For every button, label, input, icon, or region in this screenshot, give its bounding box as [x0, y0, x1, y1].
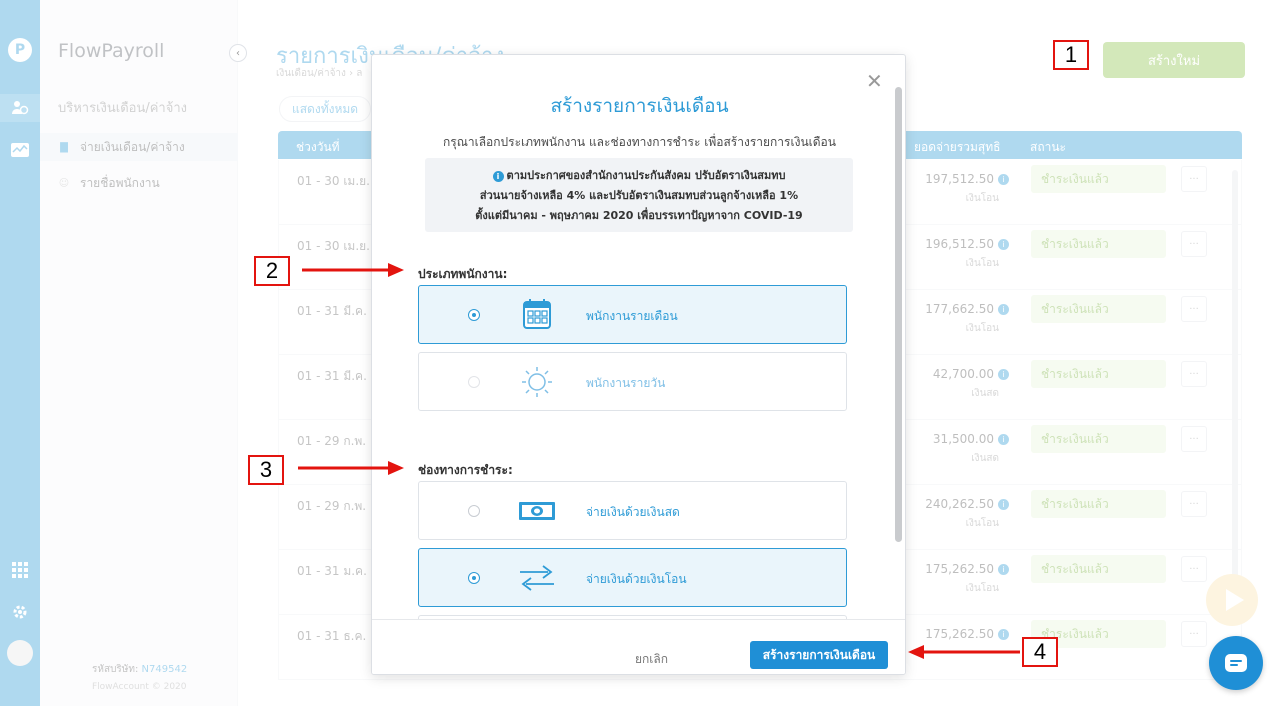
sso-notice — [425, 158, 853, 232]
modal-scrollbar[interactable] — [895, 87, 902, 542]
transfer-icon — [517, 559, 557, 597]
chat-button[interactable] — [1209, 636, 1263, 690]
annotation-2: 2 — [254, 256, 290, 286]
annotation-arrow-4 — [906, 642, 1022, 662]
radio-transfer[interactable] — [468, 572, 480, 584]
option-label: พนักงานรายเดือน — [586, 309, 678, 323]
radio-monthly[interactable] — [468, 309, 480, 321]
option-label: จ่ายเงินด้วยเงินสด — [586, 505, 680, 519]
modal-footer — [372, 619, 906, 675]
cancel-button[interactable]: ยกเลิก — [635, 652, 669, 666]
option-cash-payment[interactable] — [418, 481, 847, 540]
cash-icon — [517, 492, 557, 530]
annotation-1: 1 — [1053, 40, 1089, 70]
annotation-arrow-2 — [300, 260, 406, 280]
option-monthly-employee[interactable] — [418, 285, 847, 344]
annotation-4: 4 — [1022, 637, 1058, 667]
employee-type-label: ประเภทพนักงาน: — [418, 267, 508, 281]
notice-line: ส่วนนายจ้างเหลือ 4% และปรับอัตราเงินสมทบส่วนลูกจ้างเหลือ 1% — [479, 189, 799, 202]
close-icon[interactable]: ✕ — [866, 69, 883, 93]
option-label: พนักงานรายวัน — [586, 376, 666, 390]
create-payroll-modal — [371, 54, 906, 675]
notice-line: ตั้งแต่มีนาคม - พฤษภาคม 2020 เพื่อบรรเทาปัญหาจาก COVID-19 — [475, 209, 803, 222]
annotation-3: 3 — [248, 455, 284, 485]
info-icon: i — [493, 171, 504, 182]
chat-icon — [1225, 654, 1247, 672]
notice-line: ตามประกาศของสำนักงานประกันสังคม ปรับอัตราเงินสมทบ — [506, 169, 786, 182]
radio-cash[interactable] — [468, 505, 480, 517]
modal-title: สร้างรายการเงินเดือน — [550, 95, 729, 117]
payment-method-label: ช่องทางการชำระ: — [418, 463, 513, 477]
collapse-sidebar-button[interactable]: ‹ — [229, 44, 247, 62]
calendar-icon — [517, 296, 557, 334]
modal-subtitle: กรุณาเลือกประเภทพนักงาน และช่องทางการชำระ เพื่อสร้างรายการเงินเดือน — [443, 135, 836, 149]
annotation-arrow-3 — [296, 458, 406, 478]
option-transfer-payment[interactable] — [418, 548, 847, 607]
option-daily-employee[interactable] — [418, 352, 847, 411]
radio-daily[interactable] — [468, 376, 480, 388]
create-payroll-button[interactable]: สร้างรายการเงินเดือน — [750, 641, 888, 669]
option-label: จ่ายเงินด้วยเงินโอน — [586, 572, 687, 586]
sun-icon — [517, 363, 557, 401]
